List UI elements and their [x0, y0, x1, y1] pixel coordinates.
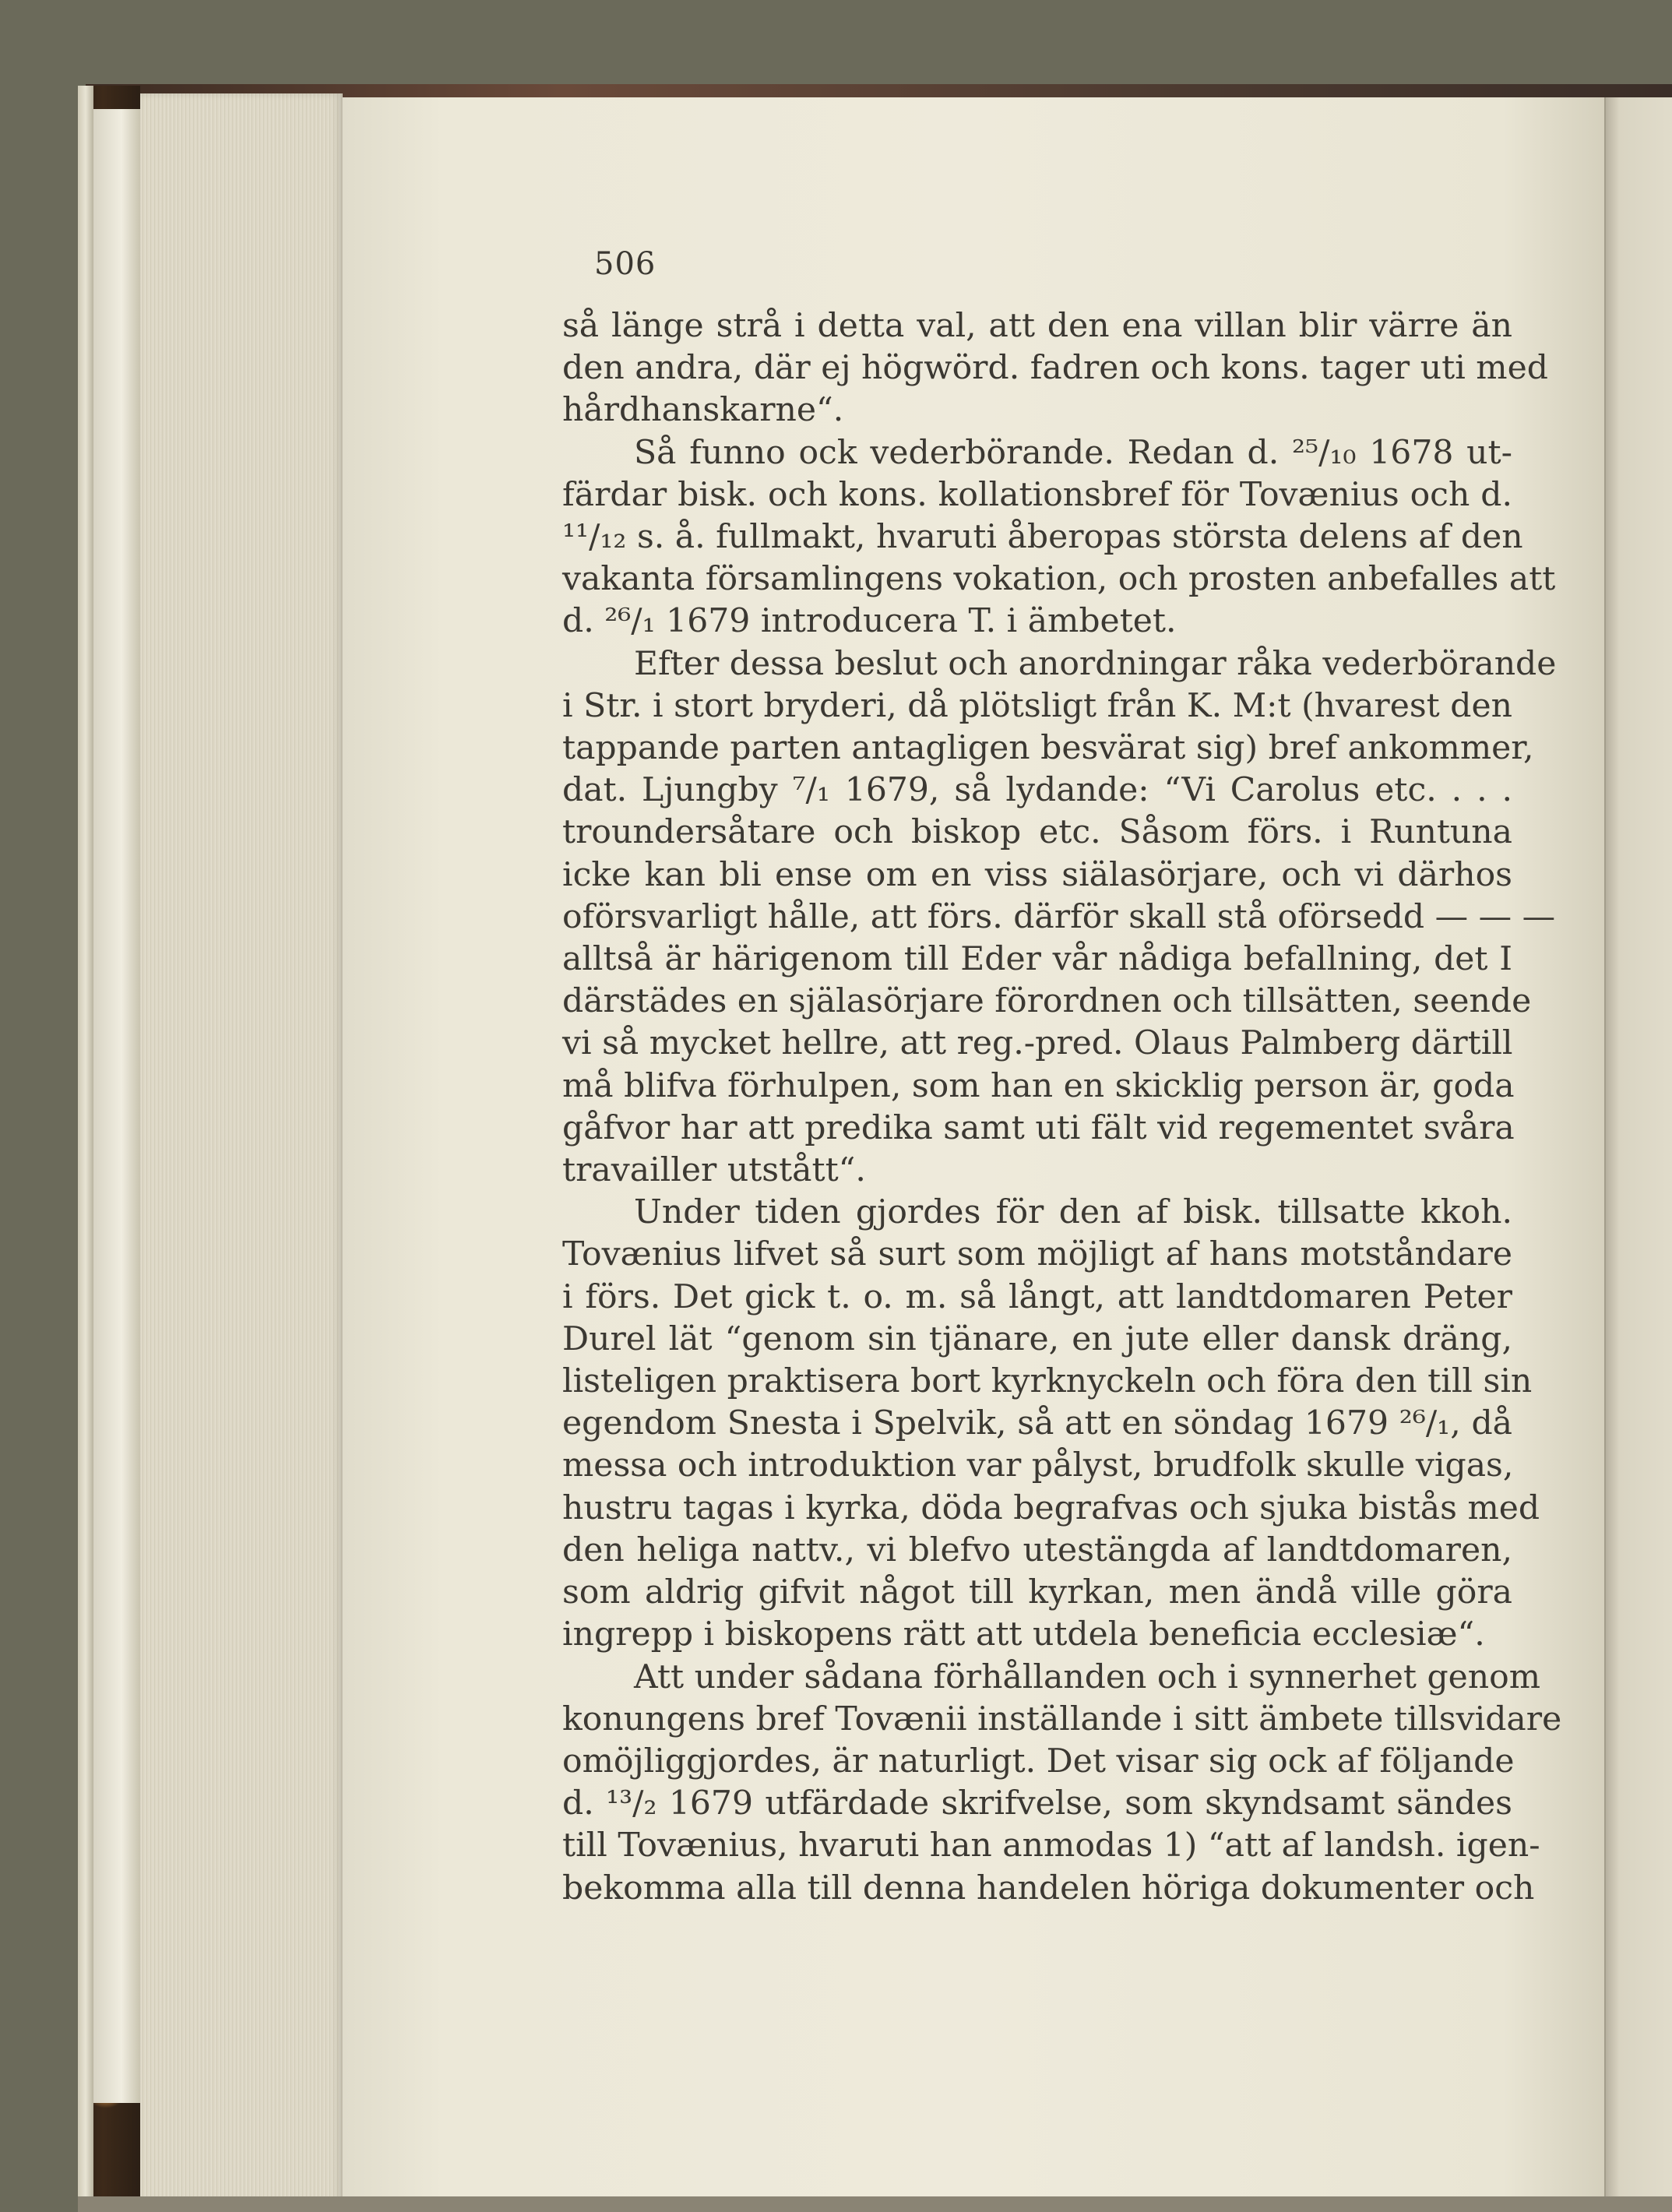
text-line: omöjliggjordes, är naturligt. Det visar sig ock af följande: [562, 1742, 1515, 1781]
text-line: må blifva förhulpen, som han en skicklig person är, goda: [562, 1066, 1515, 1105]
text-line: troundersåtare och biskop etc. Såsom förs. i Runtuna: [562, 813, 1512, 852]
spine-edge: [78, 86, 93, 2204]
text-line: dat. Ljungby ⁷/₁ 1679, så lydande: “Vi Carolus etc. . . .: [562, 771, 1512, 810]
text-line: Durel lät “genom sin tjänare, en jute eller dansk dräng,: [562, 1319, 1512, 1358]
text-line: gåfvor har att predika samt uti fält vid regementet svåra: [562, 1108, 1515, 1147]
text-line: den heliga nattv., vi blefvo utestängda af landtdomaren,: [562, 1530, 1512, 1569]
text-line: som aldrig gifvit något till kyrkan, men ändå ville göra: [562, 1573, 1512, 1612]
text-line: i Str. i stort bryderi, då plötsligt från K. M:t (hvarest den: [562, 686, 1512, 725]
page-edges-stack: [140, 93, 343, 2212]
text-line: Under tiden gjordes för den af bisk. tillsatte kkoh.: [634, 1193, 1512, 1232]
text-line: så länge strå i detta val, att den ena villan blir värre än: [562, 307, 1512, 345]
text-line: listeligen praktisera bort kyrknyckeln och föra den till sin: [562, 1362, 1533, 1401]
text-line: Att under sådana förhållanden och i synnerhet genom: [634, 1657, 1541, 1696]
text-line: travailler utstått“.: [562, 1151, 866, 1190]
facing-page-edge: [1604, 97, 1672, 2212]
text-line: d. ¹³/₂ 1679 utfärdade skrifvelse, som skyndsamt sändes: [562, 1784, 1512, 1823]
cover-board-edge: [93, 109, 140, 2103]
text-line: den andra, där ej högwörd. fadren och kons. tager uti med: [562, 349, 1548, 388]
text-line: alltså är härigenom till Eder vår nådiga befallning, det I: [562, 940, 1512, 979]
text-line: konungens bref Tovænii inställande i sitt ämbete tillsvidare: [562, 1700, 1562, 1738]
book-bottom-edge: [78, 2196, 1672, 2212]
text-line: Så funno ock vederbörande. Redan d. ²⁵/₁₀ 1678 ut-: [634, 433, 1512, 472]
text-line: vi så mycket hellre, att reg.-pred. Olaus Palmberg därtill: [562, 1024, 1513, 1063]
text-line: hustru tagas i kyrka, döda begrafvas och sjuka bistås med: [562, 1488, 1540, 1527]
text-line: till Tovænius, hvaruti han anmodas 1) “att af landsh. igen-: [562, 1826, 1540, 1865]
page-number: 506: [594, 246, 656, 282]
text-line: ingrepp i biskopens rätt att utdela beneficia ecclesiæ“.: [562, 1615, 1485, 1654]
text-line: Tovænius lifvet så surt som möjligt af hans motståndare: [562, 1235, 1512, 1274]
text-line: vakanta församlingens vokation, och prosten anbefalles att: [562, 560, 1556, 599]
text-line: färdar bisk. och kons. kollationsbref för Tovænius och d.: [562, 475, 1512, 514]
text-line: bekomma alla till denna handelen höriga dokumenter och: [562, 1869, 1535, 1907]
text-line: Efter dessa beslut och anordningar råka vederbörande: [634, 644, 1557, 683]
body-text: [562, 305, 1562, 1910]
text-line: därstädes en själasörjare förordnen och tillsätten, seende: [562, 982, 1532, 1021]
text-line: icke kan bli ense om en viss siälasörjare, och vi därhos: [562, 855, 1512, 894]
text-line: ¹¹/₁₂ s. å. fullmakt, hvaruti åberopas största delens af den: [562, 518, 1523, 557]
text-line: oförsvarligt hålle, att förs. därför skall stå oförsedd — — —: [562, 897, 1556, 936]
text-line: d. ²⁶/₁ 1679 introducera T. i ämbetet.: [562, 602, 1177, 641]
text-line: hårdhanskarne“.: [562, 391, 844, 430]
text-line: tappande parten antagligen besvärat sig) bref ankommer,: [562, 729, 1534, 768]
text-line: egendom Snesta i Spelvik, så att en söndag 1679 ²⁶/₁, då: [562, 1404, 1512, 1443]
text-line: i förs. Det gick t. o. m. så långt, att landtdomaren Peter: [562, 1277, 1512, 1316]
text-line: messa och introduktion var pålyst, brudfolk skulle vigas,: [562, 1446, 1514, 1485]
